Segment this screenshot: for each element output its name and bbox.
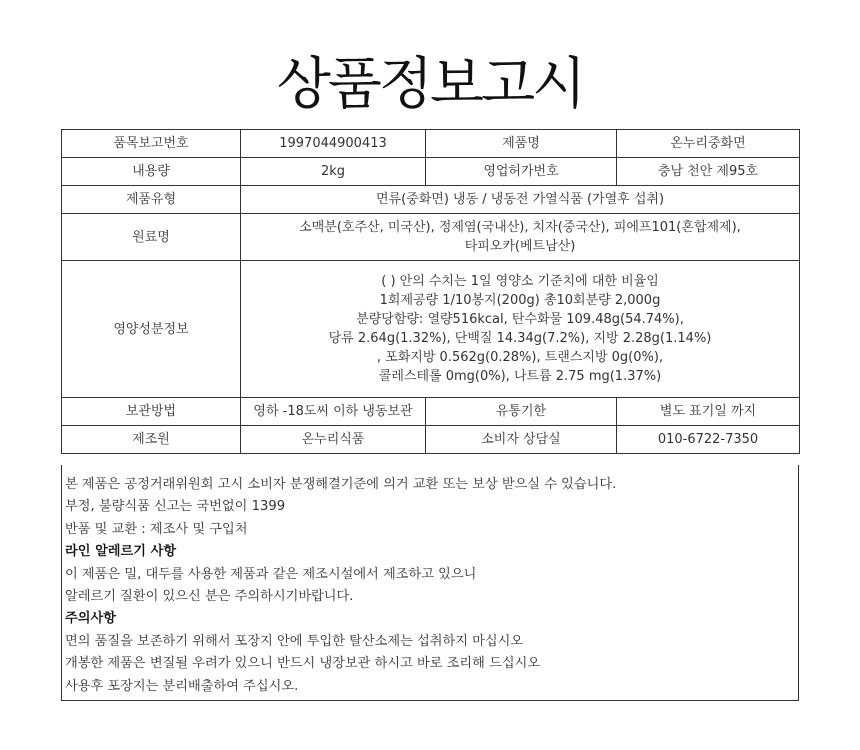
nutrition-line: ( ) 안의 수치는 1일 영양소 기준치에 대한 비율임 (381, 274, 659, 289)
page-title: 상품정보고시 (276, 52, 584, 117)
expiry-value: 별도 표기일 까지 (617, 398, 800, 426)
allergy-heading: 라인 알레르기 사항 (65, 544, 177, 560)
product-name-label: 제품명 (426, 130, 617, 158)
nutrition-line: 분량당함량: 열량516kcal, 탄수화물 109.48g(54.74%), (356, 312, 684, 327)
nutrition-line: 당류 2.64g(1.32%), 단백질 14.34g(7.2%), 지방 2.28g(1.14%) (328, 331, 712, 346)
maker-label: 제조원 (62, 426, 241, 454)
notice-line: 반품 및 교환 : 제조사 및 구입처 (65, 521, 248, 537)
table-row (62, 158, 800, 186)
license-value: 충남 천안 제95호 (617, 158, 800, 186)
nutrition-line: , 포화지방 0.562g(0.28%), 트랜스지방 0g(0%), (376, 350, 664, 365)
expiry-label: 유통기한 (426, 398, 617, 426)
ingredients-line: 소맥분(호주산, 미국산), 정제염(국내산), 치자(중국산), 피에프101(혼합제제), (299, 220, 741, 235)
notice-line: 면의 품질을 보존하기 위해서 포장지 안에 투입한 탈산소제는 섭취하지 마십시오 (65, 633, 524, 649)
notice-box (61, 465, 799, 701)
consult-label: 소비자 상담실 (426, 426, 617, 454)
storage-label: 보관방법 (62, 398, 241, 426)
notice-line: 이 제품은 밀, 대두를 사용한 제품과 같은 제조시설에서 제조하고 있으니 (65, 566, 477, 582)
notice-line: 개봉한 제품은 변질될 우려가 있으니 반드시 냉장보관 하시고 바로 조리해 드십시오 (65, 656, 541, 672)
maker-value: 온누리식품 (241, 426, 426, 454)
ingredients-line: 타피오카(베트남산) (464, 239, 576, 254)
ingredients-value (241, 214, 800, 261)
license-label: 영업허가번호 (426, 158, 617, 186)
caution-heading: 주의사항 (65, 611, 116, 627)
type-value: 면류(중화면) 냉동 / 냉동전 가열식품 (가열후 섭취) (241, 186, 800, 214)
nutrition-line: 1회제공량 1/10봉지(200g) 총10회분량 2,000g (379, 293, 661, 308)
product-info-table (61, 129, 800, 454)
product-name-value: 온누리중화면 (617, 130, 800, 158)
consult-value: 010-6722-7350 (617, 426, 800, 454)
notice-line: 알레르기 질환이 있으신 분은 주의하시기바랍니다. (65, 589, 354, 605)
report-no-label: 품목보고번호 (62, 130, 241, 158)
table-row (62, 398, 800, 426)
content-value: 2kg (241, 158, 426, 186)
notice-line: 부정, 불량식품 신고는 국번없이 1399 (65, 499, 286, 515)
table-row (62, 214, 800, 261)
nutrition-line: 콜레스테롤 0mg(0%), 나트륨 2.75 mg(1.37%) (378, 369, 662, 384)
notice-line: 사용후 포장지는 분리배출하여 주십시오. (65, 678, 299, 694)
table-row (62, 426, 800, 454)
table-row (62, 186, 800, 214)
table-row (62, 261, 800, 398)
nutrition-label: 영양성분정보 (62, 261, 241, 398)
ingredients-label: 원료명 (62, 214, 241, 261)
nutrition-value (241, 261, 800, 398)
table-row (62, 130, 800, 158)
type-label: 제품유형 (62, 186, 241, 214)
notice-line: 본 제품은 공정거래위원회 고시 소비자 분쟁해결기준에 의거 교환 또는 보상 받으실 수 있습니다. (65, 477, 617, 492)
report-no-value: 1997044900413 (241, 130, 426, 158)
content-label: 내용량 (62, 158, 241, 186)
storage-value: 영하 -18도씨 이하 냉동보관 (241, 398, 426, 426)
